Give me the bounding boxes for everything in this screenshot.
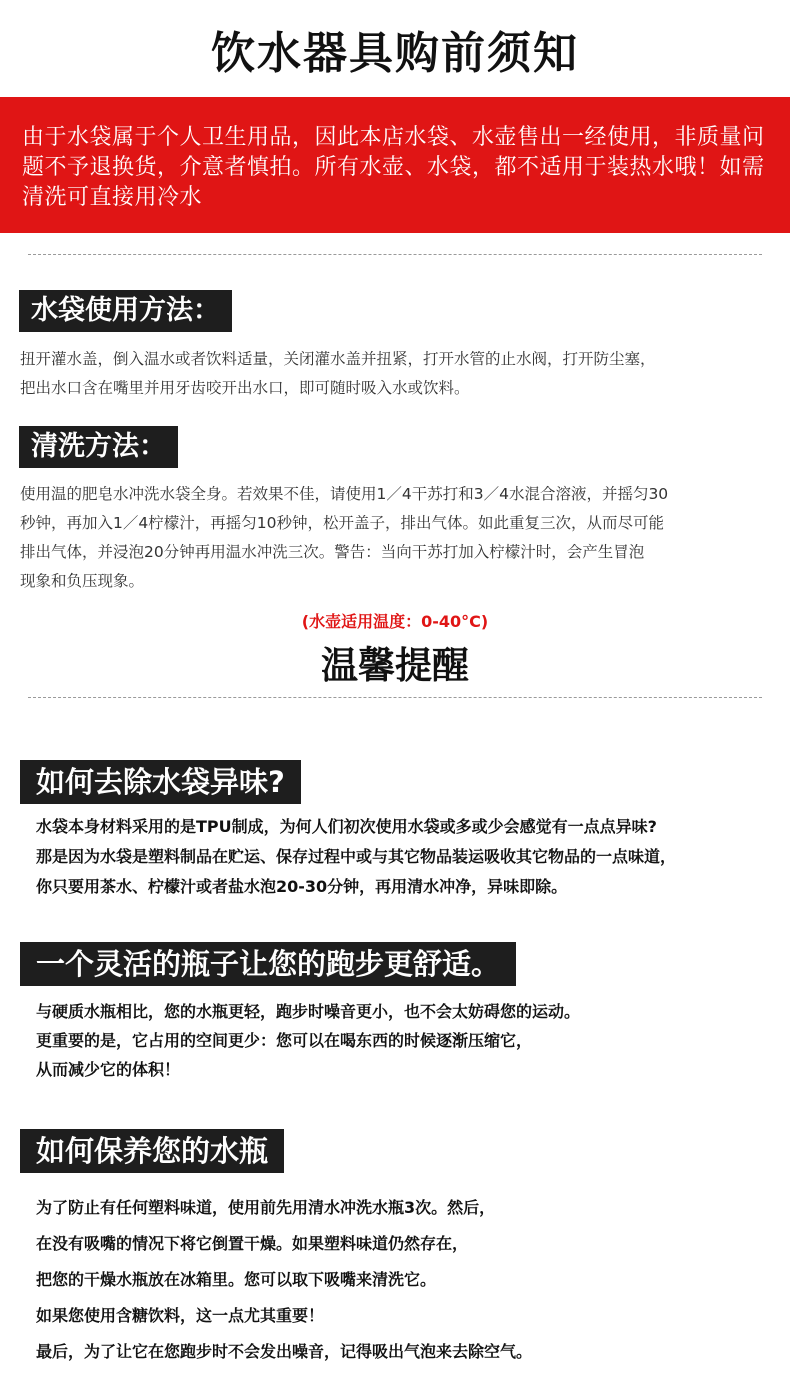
maintenance-line: 如果您使用含糖饮料，这一点尤其重要！ [36, 1306, 325, 1325]
usage-line: 扭开灌水盖，倒入温水或者饮料适量，关闭灌水盖并扭紧，打开水管的止水阀，打开防尘塞， [20, 350, 656, 368]
flexible-heading: 一个灵活的瓶子让您的跑步更舒适。 [20, 942, 516, 986]
odor-heading: 如何去除水袋异味? [20, 760, 301, 804]
flexible-text [36, 997, 776, 1084]
divider [28, 254, 762, 255]
maintenance-heading: 如何保养您的水瓶 [20, 1129, 284, 1173]
flexible-line: 与硬质水瓶相比，您的水瓶更轻，跑步时噪音更小，也不会太妨碍您的运动。 [36, 1002, 581, 1021]
usage-line: 把出水口含在嘴里并用牙齿咬开出水口，即可随时吸入水或饮料。 [20, 379, 470, 397]
usage-text [20, 345, 780, 403]
cleaning-line: 排出气体，并浸泡20分钟再用温水冲洗三次。警告：当向干苏打加入柠檬汁时，会产生冒泡 [20, 543, 645, 561]
usage-heading: 水袋使用方法： [19, 290, 232, 332]
notice-text: 由于水袋属于个人卫生用品，因此本店水袋、水壶售出一经使用，非质量问题不予退换货，介意者慎拍。所有水壶、水袋，都不适用于装热水哦！如需清洗可直接用冷水 [22, 125, 765, 210]
tips-title: 温馨提醒 [321, 644, 469, 687]
cleaning-line: 秒钟，再加入1／4柠檬汁，再摇匀10秒钟，松开盖子，排出气体。如此重复三次，从而尽可能 [20, 514, 664, 532]
maintenance-line: 把您的干燥水瓶放在冰箱里。您可以取下吸嘴来清洗它。 [36, 1270, 437, 1289]
odor-text [36, 812, 776, 902]
flexible-line: 更重要的是，它占用的空间更少：您可以在喝东西的时候逐渐压缩它， [36, 1031, 533, 1050]
flexible-line: 从而减少它的体积！ [36, 1060, 181, 1079]
odor-line: 水袋本身材料采用的是TPU制成，为何人们初次使用水袋或多或少会感觉有一点点异味? [36, 817, 657, 836]
notice-banner [0, 97, 790, 233]
maintenance-line: 最后，为了让它在您跑步时不会发出噪音，记得吸出气泡来去除空气。 [36, 1342, 533, 1361]
page-title: 饮水器具购前须知 [211, 28, 579, 79]
odor-line: 你只要用茶水、柠檬汁或者盐水泡20-30分钟，再用清水冲净，异味即除。 [36, 877, 568, 896]
cleaning-text [20, 480, 780, 596]
maintenance-text [36, 1190, 776, 1370]
maintenance-line: 为了防止有任何塑料味道，使用前先用清水冲洗水瓶3次。然后， [36, 1198, 496, 1217]
cleaning-line: 现象和负压现象。 [20, 572, 145, 590]
odor-line: 那是因为水袋是塑料制品在贮运、保存过程中或与其它物品装运吸收其它物品的一点味道， [36, 847, 677, 866]
cleaning-heading: 清洗方法： [19, 426, 178, 468]
maintenance-line: 在没有吸嘴的情况下将它倒置干燥。如果塑料味道仍然存在， [36, 1234, 469, 1253]
cleaning-line: 使用温的肥皂水冲洗水袋全身。若效果不佳，请使用1／4干苏打和3／4水混合溶液，并摇匀30 [20, 485, 669, 503]
divider [28, 697, 762, 698]
temperature-note: (水壶适用温度：0-40°C) [301, 612, 489, 631]
